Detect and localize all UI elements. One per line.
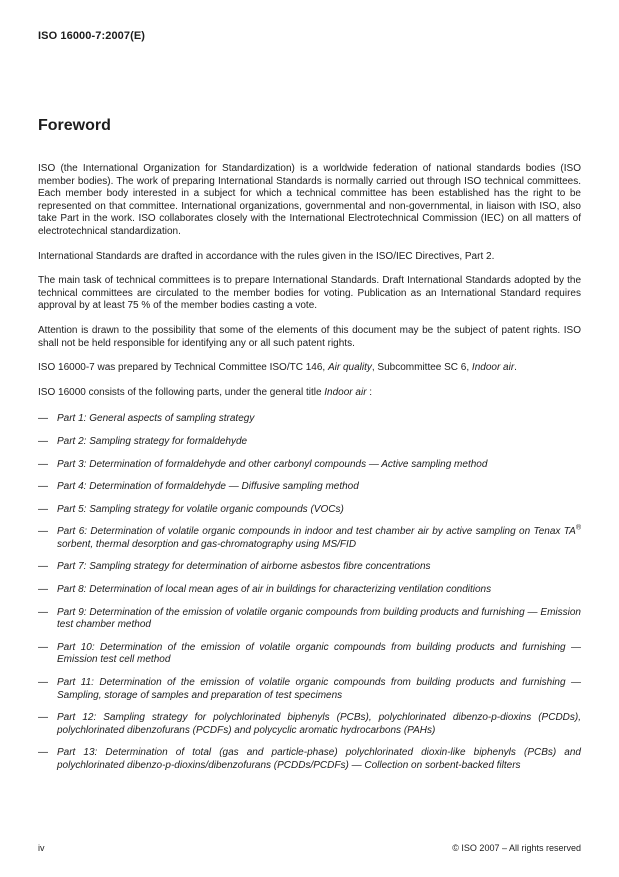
- list-dash: —: [38, 677, 48, 689]
- part-title: [57, 459, 581, 472]
- parts-list: [38, 413, 581, 772]
- list-dash: —: [38, 561, 48, 573]
- text-segment: , Subcommittee SC 6,: [371, 362, 472, 374]
- part-list-item: [38, 459, 581, 472]
- page-number: iv: [38, 843, 45, 853]
- paragraph: [38, 275, 581, 313]
- part-title: [57, 436, 581, 449]
- foreword-paragraphs: [38, 163, 581, 399]
- part-list-item: [38, 436, 581, 449]
- italic-text: Part 6: Determination of volatile organic compounds in indoor and test chamber air by active sampling on Tenax TA: [57, 526, 576, 538]
- italic-text: Air quality: [327, 362, 372, 374]
- italic-text: Part 13: Determination of total (gas and particle-phase) polychlorinated dioxin-like biphenyls (PCBs) and polychlorinated dibenzo-p-dioxins/dibenzofurans (PCDDs/PCDFs) — Collection on sorbent-backed filters: [57, 747, 581, 771]
- italic-text: Part 2: Sampling strategy for formaldehyde: [57, 435, 248, 447]
- list-dash: —: [38, 435, 48, 447]
- part-title: [57, 481, 581, 494]
- list-dash: —: [38, 584, 48, 596]
- paragraph: [38, 251, 581, 264]
- part-list-item: [38, 561, 581, 574]
- copyright-notice: © ISO 2007 – All rights reserved: [452, 843, 581, 853]
- list-dash: —: [38, 526, 48, 538]
- list-dash: —: [38, 481, 48, 493]
- part-title: [57, 584, 581, 597]
- italic-text: Indoor air: [471, 362, 515, 374]
- list-dash: —: [38, 747, 48, 759]
- text-segment: ISO 16000 consists of the following parts, under the general title: [38, 386, 325, 398]
- italic-text: ®: [575, 524, 581, 532]
- part-title: [57, 413, 581, 426]
- part-title: [57, 712, 581, 737]
- paragraph: [38, 387, 581, 400]
- part-title: [57, 561, 581, 574]
- text-segment: :: [366, 386, 373, 398]
- part-list-item: [38, 584, 581, 597]
- part-list-item: [38, 504, 581, 517]
- part-list-item: [38, 481, 581, 494]
- italic-text: Part 5: Sampling strategy for volatile organic compounds (VOCs): [57, 503, 344, 515]
- paragraph: [38, 325, 581, 350]
- italic-text: Part 4: Determination of formaldehyde — Diffusive sampling method: [57, 481, 359, 493]
- part-list-item: [38, 747, 581, 772]
- text-segment: Attention is drawn to the possibility that some of the elements of this document may be the subject of patent rights. ISO shall not be held responsible for identifying any or all such patent rights.: [38, 324, 581, 349]
- part-title: [57, 607, 581, 632]
- section-title: Foreword: [38, 117, 111, 134]
- foreword-section: [38, 117, 581, 783]
- italic-text: Part 11: Determination of the emission of volatile organic compounds from building products and furnishing —Sampling, storage of samples and preparation of test specimens: [57, 677, 581, 701]
- list-dash: —: [38, 712, 48, 724]
- part-list-item: [38, 642, 581, 667]
- text-segment: .: [514, 362, 517, 374]
- italic-text: sorbent, thermal desorption and gas-chromatography using MS/FID: [57, 538, 357, 550]
- list-dash: —: [38, 413, 48, 425]
- part-list-item: [38, 413, 581, 426]
- part-list-item: [38, 712, 581, 737]
- part-list-item: [38, 677, 581, 702]
- page-footer: [38, 843, 581, 853]
- list-dash: —: [38, 503, 48, 515]
- part-title: [57, 504, 581, 517]
- text-segment: The main task of technical committees is to prepare International Standards. Draft International Standards adopted by the technical committees are circulated to the member bodies for voting. Publication as an International Standard requires approval by at least 75 % of the member bodies casting a vote.: [38, 275, 581, 312]
- paragraph: [38, 362, 581, 375]
- italic-text: Part 3: Determination of formaldehyde and other carbonyl compounds — Active sampling method: [57, 458, 488, 470]
- italic-text: Part 9: Determination of the emission of volatile organic compounds from building products and furnishing — Emission test chamber method: [57, 606, 581, 631]
- italic-text: Part 8: Determination of local mean ages of air in buildings for characterizing ventilation conditions: [57, 584, 492, 596]
- document-id-header: ISO 16000-7:2007(E): [38, 30, 146, 42]
- paragraph: [38, 163, 581, 239]
- text-segment: ISO (the International Organization for Standardization) is a worldwide federation of national standards bodies (ISO member bodies). The work of preparing International Standards is normally carried out through ISO technical committees. Each member body interested in a subject for which a technical committee has been established has the right to be represented on that committee. International organizations, governmental and non-governmental, in liaison with ISO, also take Part in the work. ISO collaborates closely with the International Electrotechnical Commission (IEC) on all matters of electrotechnical standardization.: [38, 163, 581, 237]
- italic-text: Indoor air: [324, 386, 367, 398]
- italic-text: Part 12: Sampling strategy for polychlorinated biphenyls (PCBs), polychlorinated dibenzo-p-dioxins (PCDDs), polychlorinated dibenzofurans (PCDFs) and polycyclic aromatic hydrocarbons (PAHs): [57, 712, 581, 736]
- italic-text: Part 1: General aspects of sampling strategy: [57, 413, 255, 425]
- part-title: [57, 747, 581, 772]
- part-list-item: [38, 607, 581, 632]
- part-title: [57, 526, 581, 551]
- text-segment: International Standards are drafted in accordance with the rules given in the ISO/IEC Directives, Part 2.: [38, 250, 495, 262]
- italic-text: Part 10: Determination of the emission of volatile organic compounds from building products and furnishing — Emission test cell method: [57, 641, 581, 666]
- part-list-item: [38, 526, 581, 551]
- italic-text: Part 7: Sampling strategy for determination of airborne asbestos fibre concentrations: [57, 561, 431, 573]
- part-title: [57, 642, 581, 667]
- list-dash: —: [38, 606, 48, 618]
- list-dash: —: [38, 458, 48, 470]
- text-segment: ISO 16000-7 was prepared by Technical Committee ISO/TC 146,: [38, 362, 328, 374]
- part-title: [57, 677, 581, 702]
- list-dash: —: [38, 641, 48, 653]
